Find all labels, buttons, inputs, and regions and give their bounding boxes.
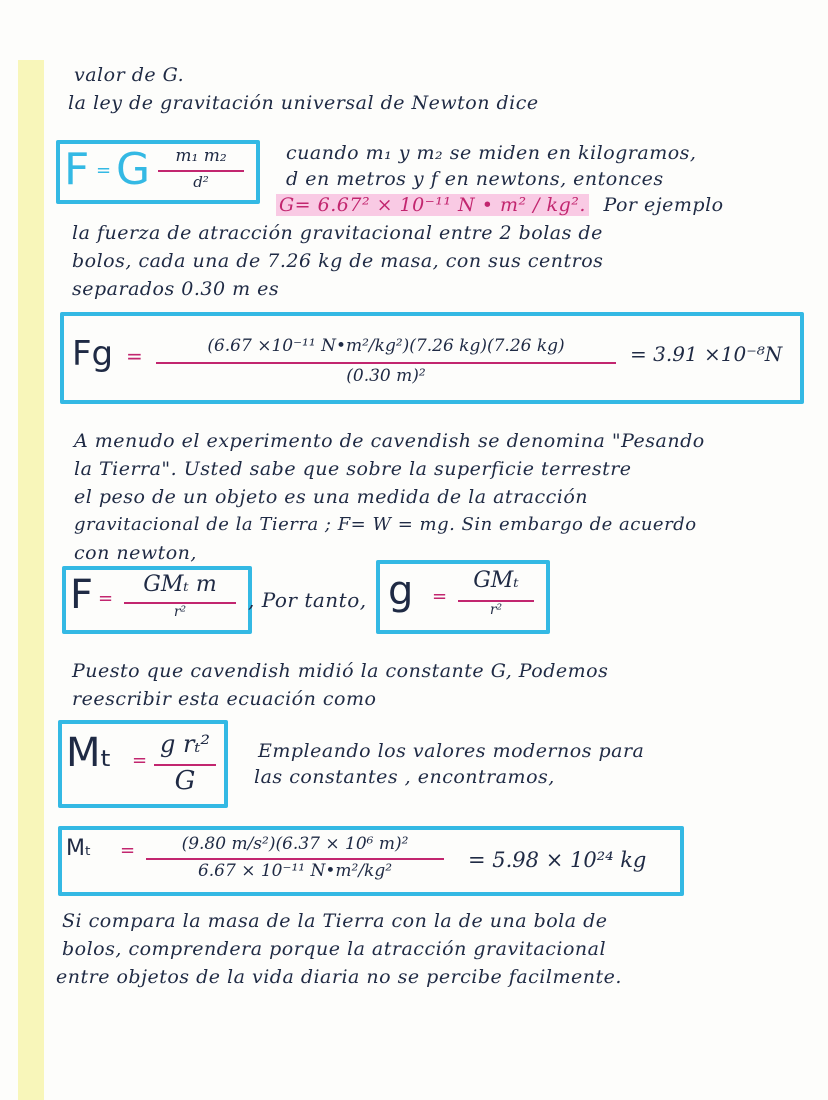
formula3b-fraction [454, 566, 538, 624]
formula3-connector: , Por tanto, [248, 588, 367, 612]
intro-line-1: valor de G. [74, 64, 185, 86]
formula5-eq: = [120, 840, 136, 861]
formula4-lhs: Mₜ [66, 730, 113, 776]
para2-line-2: la Tierra". Usted sabe que sobre la superficie terrestre [74, 458, 632, 480]
para4-line-2: las constantes , encontramos, [254, 766, 555, 788]
formula5-numerator: (9.80 m/s²)(6.37 × 10⁶ m)² [181, 834, 409, 854]
formula3b-lhs: g [388, 568, 414, 614]
explain-line-3 [276, 194, 724, 216]
formula2-numerator: (6.67 ×10⁻¹¹ N•m²/kg²)(7.26 kg)(7.26 kg) [207, 336, 565, 356]
explain-line-6: separados 0.30 m es [72, 278, 280, 300]
explain-line-5: bolos, cada una de 7.26 kg de masa, con sus centros [72, 250, 604, 272]
conclusion-line-3: entre objetos de la vida diaria no se percibe facilmente. [56, 966, 622, 988]
formula2-fraction [148, 322, 624, 394]
formula-box-3b [376, 560, 550, 634]
formula3b-denominator: r² [489, 602, 503, 618]
formula-box-3a [62, 566, 252, 634]
formula1-numerator: m₁ m₂ [175, 146, 227, 166]
formula2-lhs: Fg [72, 334, 114, 374]
formula2-result: = 3.91 ×10⁻⁸N [630, 342, 783, 366]
formula1-g: G [116, 144, 151, 195]
para3-line-2: reescribir esta ecuación como [72, 688, 377, 710]
formula1-denominator: d² [193, 173, 209, 191]
formula3b-numerator: GMₜ [473, 568, 519, 593]
formula1-bar [158, 170, 244, 172]
formula3-denominator: r² [173, 604, 187, 620]
formula4-numerator: g rₜ² [159, 730, 210, 758]
formula5-bar [146, 858, 444, 860]
formula3-eq: = [98, 588, 114, 609]
margin-highlight [18, 60, 44, 1100]
para4-line-1: Empleando los valores modernos para [258, 740, 645, 762]
para2-line-5: con newton, [74, 542, 197, 564]
formula1-lhs: F [64, 144, 90, 195]
gravitational-constant-highlight: G= 6.67² × 10⁻¹¹ N • m² / kg². [276, 194, 589, 216]
para3-line-1: Puesto que cavendish midió la constante G, Podemos [72, 660, 609, 682]
formula5-result: = 5.98 × 10²⁴ kg [468, 848, 647, 872]
formula1-fraction [156, 144, 246, 196]
para2-line-4: gravitacional de la Tierra ; F= W = mg. Sin embargo de acuerdo [74, 514, 697, 535]
formula5-lhs: Mₜ [66, 836, 92, 861]
formula5-fraction [140, 830, 450, 888]
formula4-denominator: G [174, 766, 196, 796]
formula3-numerator: GMₜ m [143, 572, 217, 597]
formula4-eq: = [132, 750, 148, 771]
conclusion-line-1: Si compara la masa de la Tierra con la de una bola de [62, 910, 608, 932]
formula-box-5 [58, 826, 684, 896]
para2-line-3: el peso de un objeto es una medida de la atracción [74, 486, 589, 508]
formula4-fraction [152, 726, 218, 800]
explain-line-1: cuando m₁ y m₂ se miden en kilogramos, [286, 142, 697, 164]
intro-line-2: la ley de gravitación universal de Newton dice [68, 92, 539, 114]
formula1-eq: = [96, 160, 112, 181]
formula2-denominator: (0.30 m)² [346, 366, 426, 386]
conclusion-line-2: bolos, comprendera porque la atracción gravitacional [62, 938, 607, 960]
formula-box-1 [56, 140, 260, 204]
formula-box-2 [60, 312, 804, 404]
formula3b-eq: = [432, 586, 448, 607]
para2-line-1: A menudo el experimento de cavendish se denomina "Pesando [74, 430, 705, 452]
formula2-eq: = [126, 344, 143, 368]
formula5-denominator: 6.67 × 10⁻¹¹ N•m²/kg² [197, 861, 393, 881]
explain-line-4: la fuerza de atracción gravitacional entre 2 bolas de [72, 222, 603, 244]
formula3-lhs: F [70, 572, 94, 618]
formula2-bar [156, 362, 616, 364]
explain-after-highlight: Por ejemplo [603, 194, 724, 216]
formula-box-4 [58, 720, 228, 808]
explain-line-2: d en metros y f en newtons, entonces [286, 168, 664, 190]
formula3-fraction [120, 570, 240, 626]
